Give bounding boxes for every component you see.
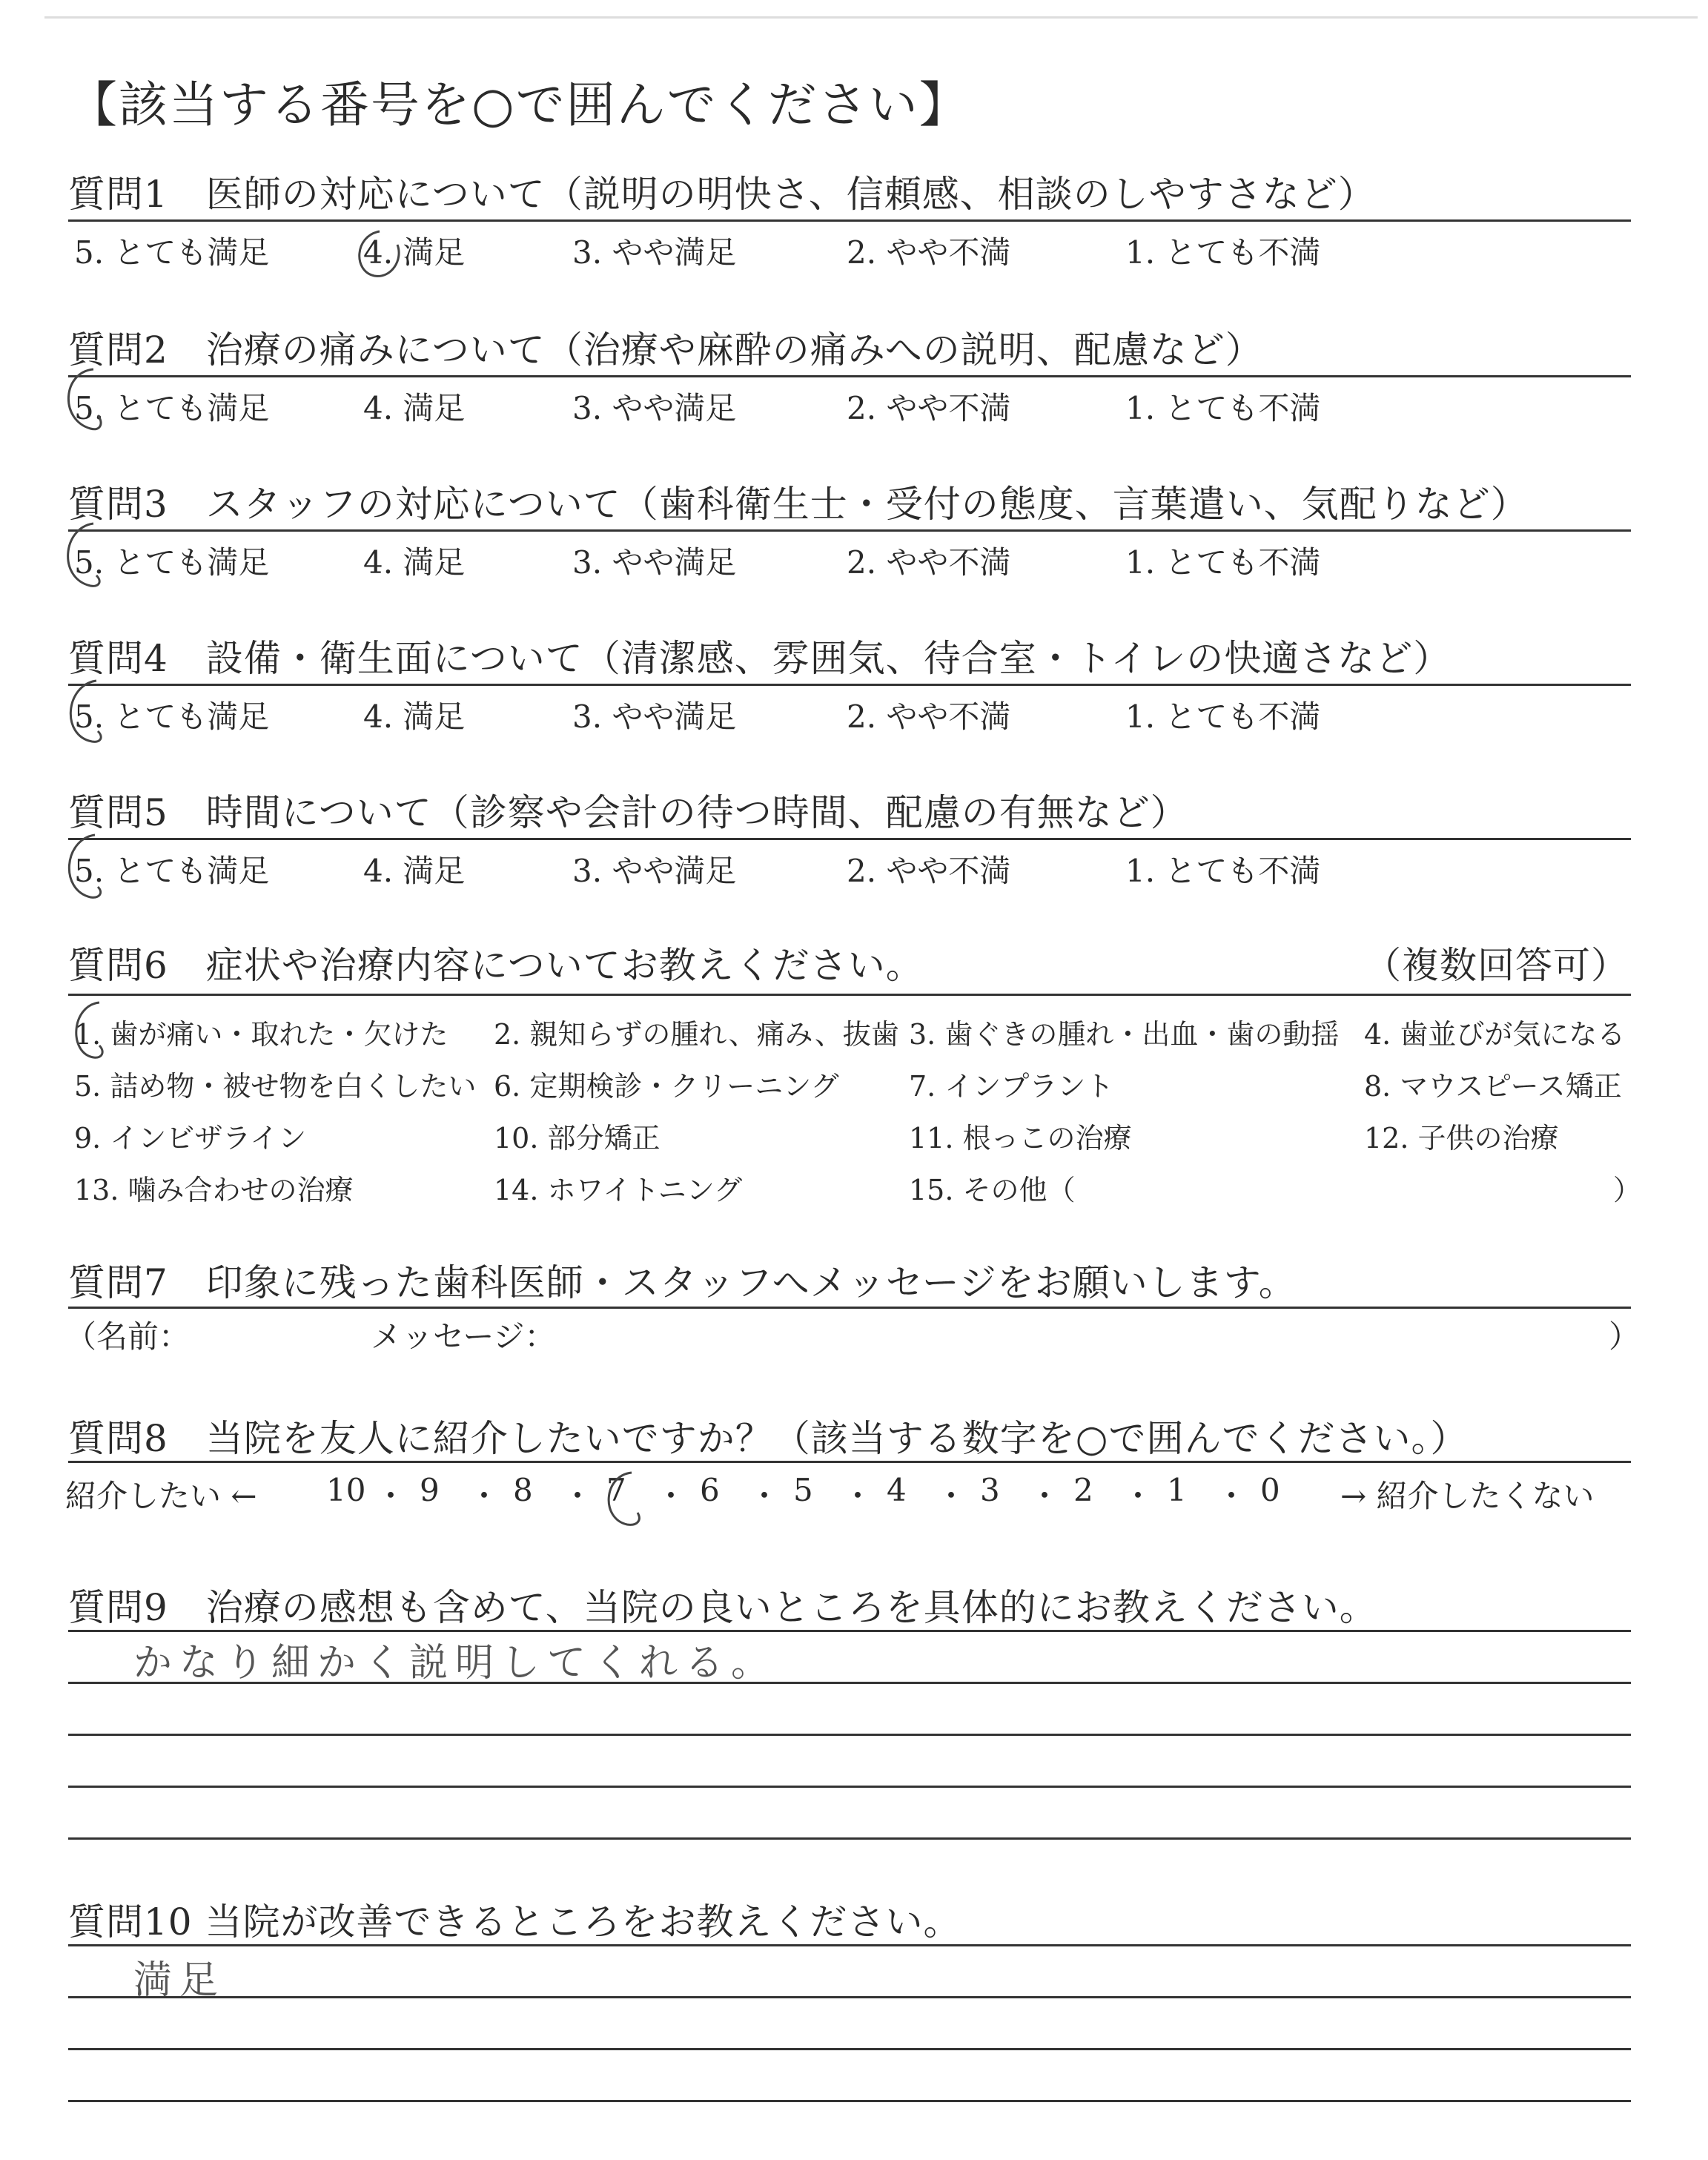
q8-circle-mark [609,1473,639,1525]
q4-option-2[interactable]: 2. やや不満 [847,698,1011,735]
q2-option-3[interactable]: 3. やや満足 [572,390,737,426]
q6-option-6[interactable]: 6. 定期検診・クリーニング [494,1070,839,1103]
q8-separator-dot: ・ [842,1478,874,1514]
q2-option-4[interactable]: 4. 満足 [363,390,466,426]
q3-option-4[interactable]: 4. 満足 [363,544,466,581]
q6-option-11[interactable]: 11. 根っこの治療 [909,1122,1132,1155]
q6-option-4[interactable]: 4. 歯並びが気になる [1364,1018,1626,1051]
q1-option-4[interactable]: 4. 満足 [363,234,466,271]
q6-option-1[interactable]: 1. 歯が痛い・取れた・欠けた [74,1018,448,1051]
q7-name-label: （名前： [65,1318,191,1355]
q6-option-13[interactable]: 13. 噛み合わせの治療 [74,1174,354,1206]
q8-number-4[interactable]: 4 [887,1472,907,1508]
q8-separator-dot: ・ [749,1478,781,1514]
q6-option-8[interactable]: 8. マウスピース矯正 [1364,1070,1622,1103]
q1-title: 質問1 医師の対応について（説明の明快さ、信頼感、相談のしやすさなど） [68,173,1376,216]
q8-separator-dot: ・ [469,1478,500,1514]
q6-other-close-paren: ） [1613,1174,1642,1206]
q6-option-15[interactable]: 15. その他（ [909,1174,1076,1206]
q4-title: 質問4 設備・衛生面について（清潔感、雰囲気、待合室・トイレの快適さなど） [68,637,1452,680]
q8-number-5[interactable]: 5 [793,1472,813,1508]
q8-number-0[interactable]: 0 [1260,1472,1280,1508]
q7-message-label: メッセージ： [371,1318,556,1355]
q4-option-5[interactable]: 5. とても満足 [74,698,270,735]
q6-circle-mark [76,1003,102,1057]
q8-separator-dot: ・ [562,1478,594,1514]
q5-option-3[interactable]: 3. やや満足 [572,853,737,889]
q2-title: 質問2 治療の痛みについて（治療や麻酔の痛みへの説明、配慮など） [68,328,1263,371]
q8-separator-dot: ・ [1216,1478,1248,1514]
q6-option-10[interactable]: 10. 部分矯正 [494,1122,661,1155]
q6-multiple-note: （複数回答可） [1364,944,1629,987]
q3-option-3[interactable]: 3. やや満足 [572,544,737,581]
q9-handwritten-answer: かなり細かく説明してくれる。 [133,1641,778,1685]
q8-left-label: 紹介したい ← [65,1478,257,1514]
q6-option-3[interactable]: 3. 歯ぐきの腫れ・出血・歯の動揺 [909,1018,1340,1051]
q8-number-10[interactable]: 10 [326,1472,366,1508]
q8-title: 質問8 当院を友人に紹介したいですか？（該当する数字を○で囲んでください。） [68,1417,1469,1460]
q6-title: 質問6 症状や治療内容についてお教えください。 [68,944,924,987]
q8-number-1[interactable]: 1 [1167,1472,1187,1508]
q1-option-2[interactable]: 2. やや不満 [847,234,1011,271]
q6-option-9[interactable]: 9. インビザライン [74,1122,307,1155]
q4-option-4[interactable]: 4. 満足 [363,698,466,735]
q6-option-5[interactable]: 5. 詰め物・被せ物を白くしたい [74,1070,477,1103]
q2-option-2[interactable]: 2. やや不満 [847,390,1011,426]
q5-title: 質問5 時間について（診察や会計の待つ時間、配慮の有無など） [68,791,1188,834]
q3-circle-mark [68,524,100,586]
q8-number-3[interactable]: 3 [980,1472,1000,1508]
q3-option-5[interactable]: 5. とても満足 [74,544,270,581]
q4-circle-mark [70,681,101,742]
q8-separator-dot: ・ [655,1478,687,1514]
q8-separator-dot: ・ [1029,1478,1061,1514]
q6-option-7[interactable]: 7. インプラント [909,1070,1114,1103]
q8-right-label: → 紹介したくない [1340,1478,1595,1514]
q6-option-12[interactable]: 12. 子供の治療 [1364,1122,1559,1155]
q10-handwritten-answer: 満足 [133,1958,226,2003]
q1-circle-mark [360,231,399,276]
q5-option-5[interactable]: 5. とても満足 [74,853,270,889]
q5-option-4[interactable]: 4. 満足 [363,853,466,889]
q7-title: 質問7 印象に残った歯科医師・スタッフへメッセージをお願いします。 [68,1261,1297,1304]
q7-close-paren: ） [1609,1318,1641,1355]
form-instruction: 【該当する番号を○で囲んでください】 [68,76,970,133]
q4-option-1[interactable]: 1. とても不満 [1125,698,1321,735]
q5-option-1[interactable]: 1. とても不満 [1125,853,1321,889]
q8-number-2[interactable]: 2 [1073,1472,1093,1508]
q8-number-6[interactable]: 6 [700,1472,720,1508]
q4-option-3[interactable]: 3. やや満足 [572,698,737,735]
q2-option-1[interactable]: 1. とても不満 [1125,390,1321,426]
q2-circle-mark [68,369,101,429]
q8-separator-dot: ・ [375,1478,407,1514]
q8-separator-dot: ・ [1122,1478,1154,1514]
q3-option-2[interactable]: 2. やや不満 [847,544,1011,581]
q3-title: 質問3 スタッフの対応について（歯科衛生士・受付の態度、言葉遣い、気配りなど） [68,483,1529,526]
q1-option-5[interactable]: 5. とても満足 [74,234,270,271]
q5-circle-mark [69,835,100,897]
q2-option-5[interactable]: 5. とても満足 [74,390,270,426]
q5-option-2[interactable]: 2. やや不満 [847,853,1011,889]
q1-option-3[interactable]: 3. やや満足 [572,234,737,271]
q3-option-1[interactable]: 1. とても不満 [1125,544,1321,581]
q1-option-1[interactable]: 1. とても不満 [1125,234,1321,271]
q9-title: 質問9 治療の感想も含めて、当院の良いところを具体的にお教えください。 [68,1586,1377,1629]
q6-option-2[interactable]: 2. 親知らずの腫れ、痛み、抜歯 [494,1018,899,1051]
q10-title: 質問10 当院が改善できるところをお教えください。 [68,1900,961,1943]
q8-separator-dot: ・ [936,1478,967,1514]
q8-number-7[interactable]: 7 [606,1472,626,1508]
q6-option-14[interactable]: 14. ホワイトニング [494,1174,743,1206]
q8-number-8[interactable]: 8 [513,1472,533,1508]
q8-number-9[interactable]: 9 [420,1472,440,1508]
